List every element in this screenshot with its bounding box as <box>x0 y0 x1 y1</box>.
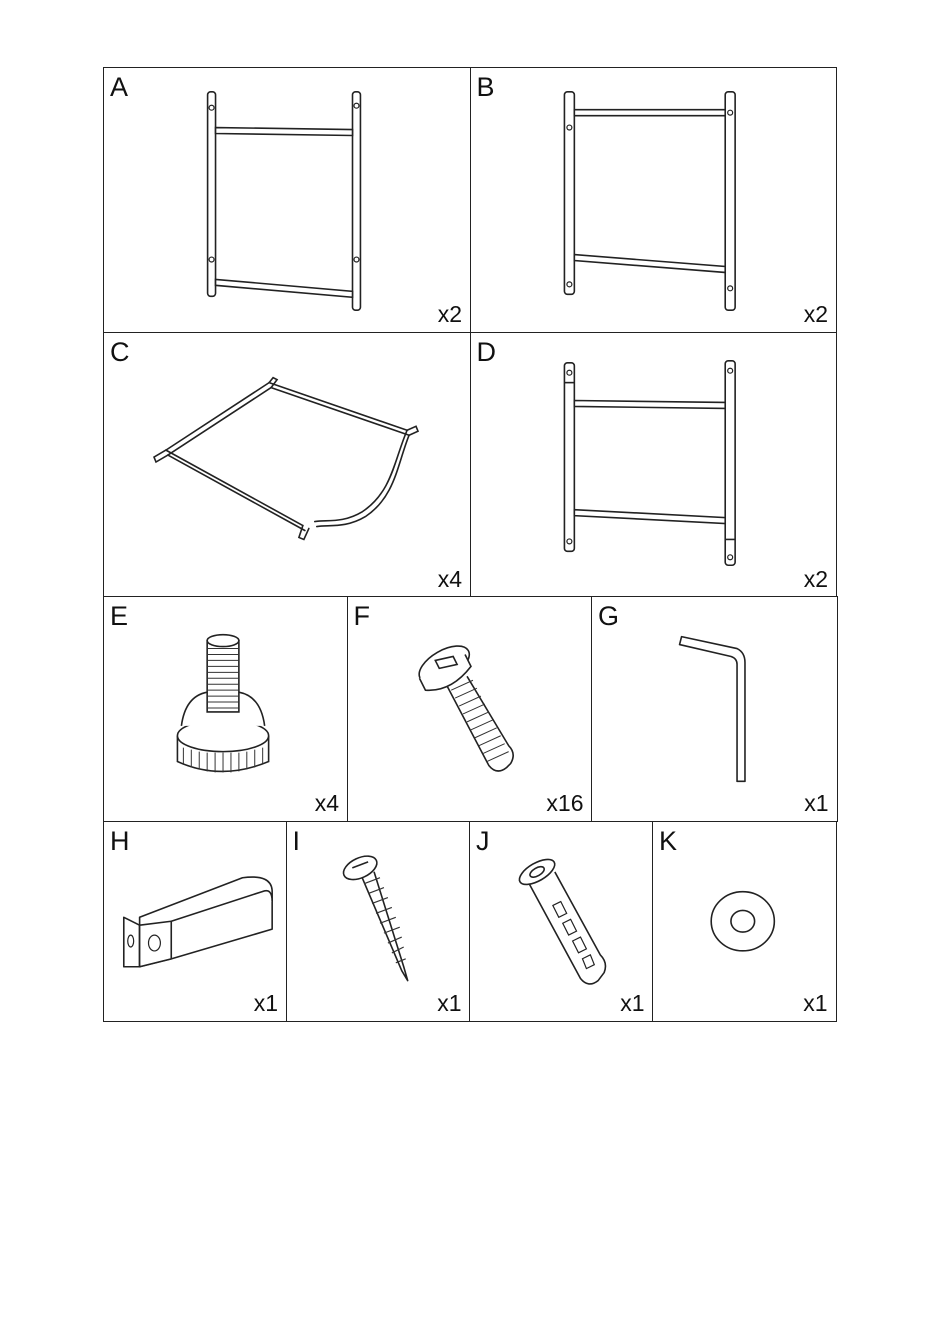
part-cell-k <box>652 821 837 1023</box>
part-letter: H <box>110 825 130 856</box>
part-letter: G <box>598 601 620 631</box>
part-quantity: x2 <box>803 301 828 327</box>
frame-side-panel-icon <box>471 333 837 597</box>
part-cell-c <box>103 332 471 598</box>
part-quantity: x1 <box>620 990 645 1016</box>
parts-row-1 <box>103 67 837 333</box>
part-letter: J <box>476 825 490 856</box>
part-cell-f <box>347 596 593 822</box>
leveling-foot-icon <box>104 597 347 821</box>
part-letter: K <box>659 825 678 856</box>
part-quantity: x16 <box>546 790 584 816</box>
part-cell-b <box>470 67 838 333</box>
part-quantity: x2 <box>803 565 828 592</box>
part-quantity: x1 <box>437 990 462 1016</box>
part-quantity: x4 <box>437 565 462 592</box>
part-letter: I <box>292 825 301 856</box>
part-quantity: x2 <box>437 301 462 327</box>
allen-key-icon <box>592 597 837 821</box>
part-letter: C <box>110 336 130 367</box>
shelf-frame-icon <box>104 333 470 597</box>
part-cell-h <box>103 821 287 1023</box>
part-letter: B <box>476 72 495 102</box>
part-letter: E <box>110 601 129 631</box>
part-cell-g <box>591 596 838 822</box>
part-letter: A <box>110 72 129 102</box>
frame-side-panel-icon <box>104 68 470 332</box>
part-quantity: x4 <box>314 790 339 816</box>
parts-list-sheet <box>103 67 837 1022</box>
part-quantity: x1 <box>804 790 829 816</box>
part-cell-d <box>470 332 838 598</box>
parts-row-3 <box>103 596 837 822</box>
frame-side-panel-icon <box>471 68 837 332</box>
part-cell-e <box>103 596 348 822</box>
part-cell-a <box>103 67 471 333</box>
part-cell-j <box>469 821 654 1023</box>
part-quantity: x1 <box>253 990 278 1016</box>
bolt-icon <box>348 597 592 821</box>
parts-row-4 <box>103 821 837 1023</box>
part-cell-i <box>286 821 471 1023</box>
part-quantity: x1 <box>803 990 828 1016</box>
part-letter: D <box>476 336 496 367</box>
parts-row-2 <box>103 332 837 598</box>
part-letter: F <box>353 601 370 631</box>
